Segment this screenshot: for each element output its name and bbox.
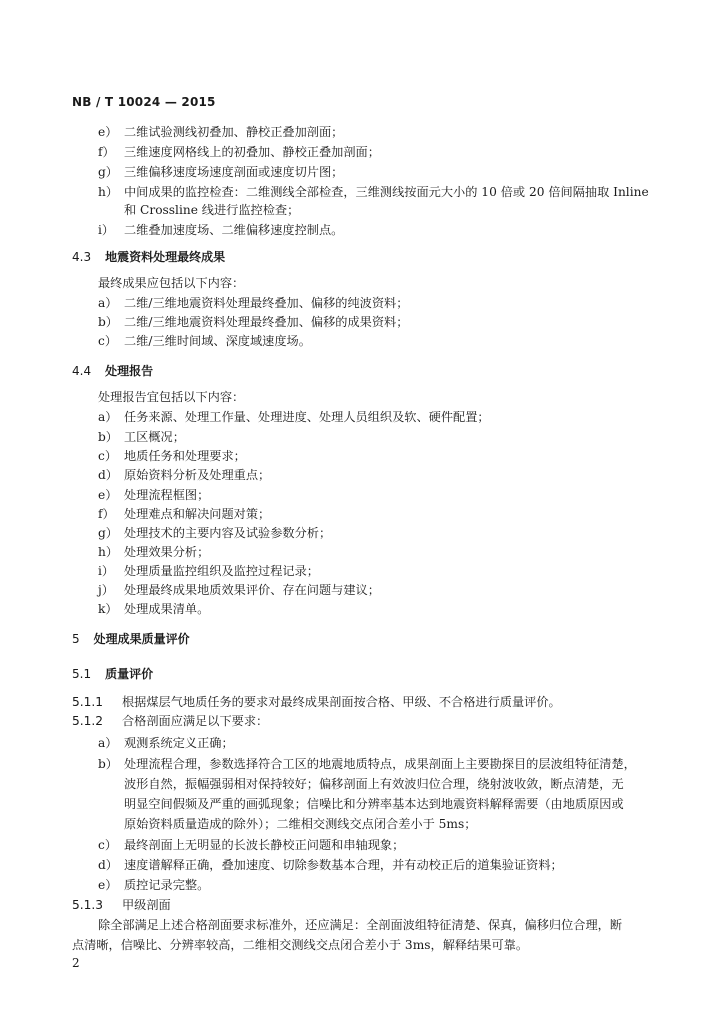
list-item: k） 处理成果清单。: [98, 602, 210, 616]
list-item: c） 二维/三维时间域、深度域速度场。: [98, 334, 311, 348]
list-item-continuation: 明显空间假频及严重的画弧现象；信噪比和分辨率基本达到地震资料解释需要（由地质原因或: [124, 797, 624, 811]
list-item-continuation: 原始资料质量造成的除外）；二维相交测线交点闭合差小于 5ms；: [124, 817, 477, 831]
paragraph-line: 除全部满足上述合格剖面要求标准外，还应满足：全剖面波组特征清楚、保真，偏移归位合理，断: [98, 918, 623, 932]
list-item: c） 地质任务和处理要求；: [98, 449, 246, 463]
list-item: e） 质控记录完整。: [98, 878, 210, 892]
section-heading-5-1: 5.1 质量评价: [72, 667, 154, 681]
list-item-continuation: 波形自然，振幅强弱相对保持较好；偏移剖面上有效波归位合理，绕射波收敛，断点清楚，无: [124, 777, 624, 791]
list-item: e） 处理流程框图；: [98, 488, 210, 502]
clause-5-1-2: 5.1.2 合格剖面应满足以下要求：: [72, 714, 269, 728]
list-item: a） 二维/三维地震资料处理最终叠加、偏移的纯波资料；: [98, 296, 409, 310]
clause-5-1-3: 5.1.3 甲级剖面: [72, 898, 171, 912]
paragraph-line: 点清晰，信噪比、分辨率较高，二维相交测线交点闭合差小于 3ms，解释结果可靠。: [72, 938, 529, 952]
list-item: a） 观测系统定义正确；: [98, 736, 234, 750]
list-item-continuation: 和 Crossline 线进行监控检查；: [124, 203, 300, 217]
section-heading-4-4: 4.4 处理报告: [72, 364, 154, 378]
section-intro: 处理报告宜包括以下内容：: [98, 390, 245, 404]
list-item: b） 处理流程合理，参数选择符合工区的地震地质特点，成果剖面上主要勘探目的层波组特征清楚，: [98, 757, 636, 771]
list-item: g） 处理技术的主要内容及试验参数分析；: [98, 526, 332, 540]
standard-number-header: NB / T 10024 — 2015: [72, 95, 216, 109]
section-intro: 最终成果应包括以下内容：: [98, 276, 245, 290]
list-item: d） 原始资料分析及处理重点；: [98, 468, 271, 482]
list-item: h） 中间成果的监控检查：二维测线全部检查，三维测线按面元大小的 10 倍或 20 倍间隔抽取 Inline: [98, 185, 649, 199]
clause-5-1-1: 5.1.1 根据煤层气地质任务的要求对最终成果剖面按合格、甲级、不合格进行质量评价。: [72, 695, 561, 709]
list-item: e） 二维试验测线初叠加、静校正叠加剖面；: [98, 125, 344, 139]
page-number: 2: [72, 956, 80, 970]
list-item: f） 处理难点和解决问题对策；: [98, 507, 271, 521]
list-item: b） 二维/三维地震资料处理最终叠加、偏移的成果资料；: [98, 315, 409, 329]
list-item: i） 二维叠加速度场、二维偏移速度控制点。: [98, 223, 344, 237]
list-item: a） 任务来源、处理工作量、处理进度、处理人员组织及软、硬件配置；: [98, 410, 490, 424]
list-item: g） 三维偏移速度场速度剖面或速度切片图；: [98, 165, 344, 179]
list-item: d） 速度谱解释正确，叠加速度、切除参数基本合理，并有动校正后的道集验证资料；: [98, 858, 563, 872]
list-item: j） 处理最终成果地质效果评价、存在问题与建议；: [98, 583, 380, 597]
list-item: f） 三维速度网格线上的初叠加、静校正叠加剖面；: [98, 145, 380, 159]
list-item: b） 工区概况；: [98, 430, 185, 444]
section-heading-4-3: 4.3 地震资料处理最终成果: [72, 250, 226, 264]
list-item: h） 处理效果分析；: [98, 545, 210, 559]
list-item: c） 最终剖面上无明显的长波长静校正问题和串轴现象；: [98, 838, 405, 852]
section-heading-5: 5 处理成果质量评价: [72, 632, 190, 646]
list-item: i） 处理质量监控组织及监控过程记录；: [98, 564, 319, 578]
